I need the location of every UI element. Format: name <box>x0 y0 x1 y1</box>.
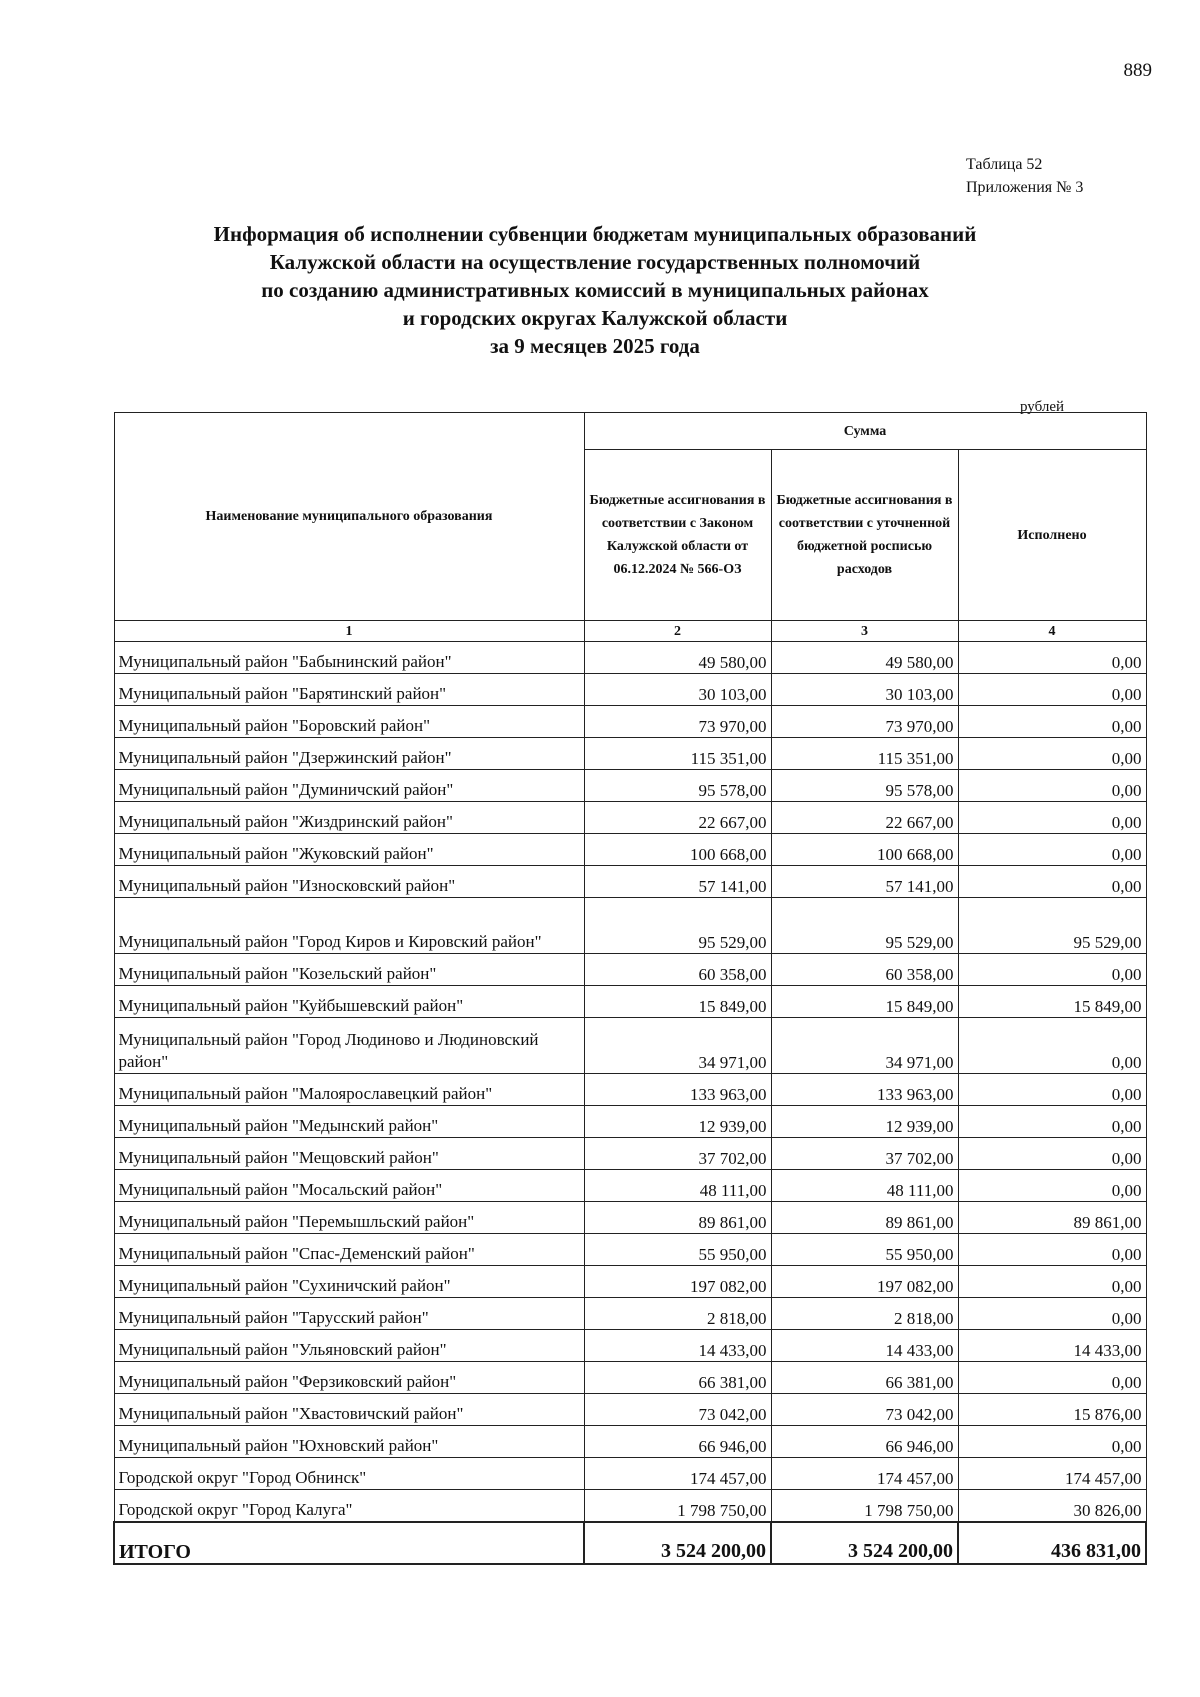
adjusted-allocation-value: 133 963,00 <box>771 1074 958 1106</box>
adjusted-allocation-value: 174 457,00 <box>771 1458 958 1490</box>
table-row <box>114 1426 1146 1458</box>
executed-value: 0,00 <box>958 770 1146 802</box>
table-row <box>114 898 1146 954</box>
header-adjusted-allocations: Бюджетные ассигнования в соответствии с уточненной бюджетной росписью расходов <box>771 450 958 621</box>
table-row <box>114 1394 1146 1426</box>
adjusted-allocation-value: 15 849,00 <box>771 986 958 1018</box>
law-allocation-value: 174 457,00 <box>584 1458 771 1490</box>
budget-table <box>113 412 1147 1565</box>
municipality-name: Муниципальный район "Ферзиковский район" <box>114 1362 584 1394</box>
adjusted-allocation-value: 73 042,00 <box>771 1394 958 1426</box>
header-executed: Исполнено <box>958 450 1146 621</box>
law-allocation-value: 66 381,00 <box>584 1362 771 1394</box>
adjusted-allocation-value: 34 971,00 <box>771 1018 958 1074</box>
column-number: 3 <box>771 621 958 642</box>
executed-value: 0,00 <box>958 1266 1146 1298</box>
title-line-1: Информация об исполнении субвенции бюджетам муниципальных образований <box>213 222 977 246</box>
total-label: ИТОГО <box>114 1522 584 1564</box>
law-allocation-value: 66 946,00 <box>584 1426 771 1458</box>
executed-value: 0,00 <box>958 1074 1146 1106</box>
adjusted-allocation-value: 197 082,00 <box>771 1266 958 1298</box>
municipality-name: Муниципальный район "Город Людиново и Людиновский район" <box>114 1018 584 1074</box>
municipality-name: Муниципальный район "Жиздринский район" <box>114 802 584 834</box>
header-sum: Сумма <box>584 413 1146 450</box>
adjusted-allocation-value: 48 111,00 <box>771 1170 958 1202</box>
table-row <box>114 706 1146 738</box>
municipality-name: Муниципальный район "Перемышльский район" <box>114 1202 584 1234</box>
executed-value: 0,00 <box>958 1106 1146 1138</box>
law-allocation-value: 73 970,00 <box>584 706 771 738</box>
municipality-name: Муниципальный район "Бабынинский район" <box>114 642 584 674</box>
total-law-allocations: 3 524 200,00 <box>584 1522 771 1564</box>
law-allocation-value: 48 111,00 <box>584 1170 771 1202</box>
law-allocation-value: 95 529,00 <box>584 898 771 954</box>
executed-value: 15 876,00 <box>958 1394 1146 1426</box>
executed-value: 0,00 <box>958 1426 1146 1458</box>
municipality-name: Муниципальный район "Жуковский район" <box>114 834 584 866</box>
table-row <box>114 866 1146 898</box>
law-allocation-value: 2 818,00 <box>584 1298 771 1330</box>
header-name: Наименование муниципального образования <box>114 413 584 621</box>
table-row <box>114 674 1146 706</box>
adjusted-allocation-value: 73 970,00 <box>771 706 958 738</box>
executed-value: 0,00 <box>958 1362 1146 1394</box>
table-row <box>114 1138 1146 1170</box>
executed-value: 0,00 <box>958 834 1146 866</box>
adjusted-allocation-value: 60 358,00 <box>771 954 958 986</box>
table-row <box>114 1106 1146 1138</box>
law-allocation-value: 34 971,00 <box>584 1018 771 1074</box>
municipality-name: Муниципальный район "Куйбышевский район" <box>114 986 584 1018</box>
law-allocation-value: 49 580,00 <box>584 642 771 674</box>
municipality-name: Муниципальный район "Козельский район" <box>114 954 584 986</box>
executed-value: 0,00 <box>958 1138 1146 1170</box>
municipality-name: Муниципальный район "Дзержинский район" <box>114 738 584 770</box>
table-row <box>114 1074 1146 1106</box>
table-row <box>114 770 1146 802</box>
table-ref-line1: Таблица 52 <box>966 156 1043 173</box>
adjusted-allocation-value: 37 702,00 <box>771 1138 958 1170</box>
executed-value: 0,00 <box>958 866 1146 898</box>
law-allocation-value: 89 861,00 <box>584 1202 771 1234</box>
law-allocation-value: 57 141,00 <box>584 866 771 898</box>
municipality-name: Муниципальный район "Хвастовичский район" <box>114 1394 584 1426</box>
municipality-name: Муниципальный район "Боровский район" <box>114 706 584 738</box>
law-allocation-value: 73 042,00 <box>584 1394 771 1426</box>
executed-value: 14 433,00 <box>958 1330 1146 1362</box>
table-row <box>114 1202 1146 1234</box>
title-line-2: Калужской области на осуществление государственных полномочий <box>269 250 921 274</box>
adjusted-allocation-value: 12 939,00 <box>771 1106 958 1138</box>
municipality-name: Муниципальный район "Тарусский район" <box>114 1298 584 1330</box>
units-label: рублей <box>1020 399 1065 415</box>
municipality-name: Муниципальный район "Спас-Деменский район" <box>114 1234 584 1266</box>
total-row <box>114 1522 1146 1564</box>
law-allocation-value: 133 963,00 <box>584 1074 771 1106</box>
executed-value: 0,00 <box>958 642 1146 674</box>
page-number: 889 <box>1123 60 1152 81</box>
law-allocation-value: 30 103,00 <box>584 674 771 706</box>
adjusted-allocation-value: 95 578,00 <box>771 770 958 802</box>
adjusted-allocation-value: 66 946,00 <box>771 1426 958 1458</box>
table-row <box>114 1330 1146 1362</box>
executed-value: 30 826,00 <box>958 1490 1146 1523</box>
municipality-name: Городской округ "Город Калуга" <box>114 1490 584 1523</box>
municipality-name: Муниципальный район "Юхновский район" <box>114 1426 584 1458</box>
executed-value: 0,00 <box>958 954 1146 986</box>
column-number: 1 <box>114 621 584 642</box>
table-row <box>114 1234 1146 1266</box>
table-reference <box>966 153 1083 199</box>
table-row <box>114 986 1146 1018</box>
total-adjusted-allocations: 3 524 200,00 <box>771 1522 958 1564</box>
executed-value: 0,00 <box>958 1234 1146 1266</box>
table-row <box>114 1018 1146 1074</box>
adjusted-allocation-value: 2 818,00 <box>771 1298 958 1330</box>
table-row <box>114 1458 1146 1490</box>
table-row <box>114 738 1146 770</box>
executed-value: 0,00 <box>958 802 1146 834</box>
municipality-name: Муниципальный район "Медынский район" <box>114 1106 584 1138</box>
table-ref-line2: Приложения № 3 <box>966 179 1084 196</box>
municipality-name: Муниципальный район "Думиничский район" <box>114 770 584 802</box>
column-number: 4 <box>958 621 1146 642</box>
law-allocation-value: 12 939,00 <box>584 1106 771 1138</box>
law-allocation-value: 95 578,00 <box>584 770 771 802</box>
executed-value: 89 861,00 <box>958 1202 1146 1234</box>
municipality-name: Городской округ "Город Обнинск" <box>114 1458 584 1490</box>
law-allocation-value: 197 082,00 <box>584 1266 771 1298</box>
adjusted-allocation-value: 95 529,00 <box>771 898 958 954</box>
adjusted-allocation-value: 1 798 750,00 <box>771 1490 958 1523</box>
table-row <box>114 1298 1146 1330</box>
law-allocation-value: 14 433,00 <box>584 1330 771 1362</box>
executed-value: 0,00 <box>958 1170 1146 1202</box>
municipality-name: Муниципальный район "Износковский район" <box>114 866 584 898</box>
document-title <box>150 220 1040 360</box>
executed-value: 95 529,00 <box>958 898 1146 954</box>
adjusted-allocation-value: 57 141,00 <box>771 866 958 898</box>
column-number: 2 <box>584 621 771 642</box>
municipality-name: Муниципальный район "Город Киров и Кировский район" <box>114 898 584 954</box>
executed-value: 0,00 <box>958 674 1146 706</box>
adjusted-allocation-value: 14 433,00 <box>771 1330 958 1362</box>
total-executed: 436 831,00 <box>958 1522 1146 1564</box>
title-line-3: по созданию административных комиссий в муниципальных районах <box>261 278 929 302</box>
adjusted-allocation-value: 89 861,00 <box>771 1202 958 1234</box>
adjusted-allocation-value: 22 667,00 <box>771 802 958 834</box>
table-row <box>114 1266 1146 1298</box>
law-allocation-value: 22 667,00 <box>584 802 771 834</box>
table-row <box>114 1362 1146 1394</box>
municipality-name: Муниципальный район "Мещовский район" <box>114 1138 584 1170</box>
adjusted-allocation-value: 115 351,00 <box>771 738 958 770</box>
law-allocation-value: 115 351,00 <box>584 738 771 770</box>
municipality-name: Муниципальный район "Ульяновский район" <box>114 1330 584 1362</box>
law-allocation-value: 100 668,00 <box>584 834 771 866</box>
municipality-name: Муниципальный район "Барятинский район" <box>114 674 584 706</box>
executed-value: 15 849,00 <box>958 986 1146 1018</box>
header-law-allocations: Бюджетные ассигнования в соответствии с Законом Калужской области от 06.12.2024 № 566-ОЗ <box>584 450 771 621</box>
table-row <box>114 1490 1146 1523</box>
title-line-4: и городских округах Калужской области <box>402 306 788 330</box>
table-row <box>114 642 1146 674</box>
law-allocation-value: 55 950,00 <box>584 1234 771 1266</box>
title-line-5: за 9 месяцев 2025 года <box>490 334 700 358</box>
executed-value: 0,00 <box>958 1018 1146 1074</box>
table-row <box>114 1170 1146 1202</box>
municipality-name: Муниципальный район "Сухиничский район" <box>114 1266 584 1298</box>
table-row <box>114 834 1146 866</box>
law-allocation-value: 37 702,00 <box>584 1138 771 1170</box>
adjusted-allocation-value: 66 381,00 <box>771 1362 958 1394</box>
adjusted-allocation-value: 30 103,00 <box>771 674 958 706</box>
law-allocation-value: 1 798 750,00 <box>584 1490 771 1523</box>
law-allocation-value: 15 849,00 <box>584 986 771 1018</box>
municipality-name: Муниципальный район "Малоярославецкий район" <box>114 1074 584 1106</box>
table-body <box>114 642 1146 1523</box>
executed-value: 0,00 <box>958 738 1146 770</box>
executed-value: 174 457,00 <box>958 1458 1146 1490</box>
adjusted-allocation-value: 49 580,00 <box>771 642 958 674</box>
law-allocation-value: 60 358,00 <box>584 954 771 986</box>
table-row <box>114 802 1146 834</box>
executed-value: 0,00 <box>958 706 1146 738</box>
adjusted-allocation-value: 100 668,00 <box>771 834 958 866</box>
adjusted-allocation-value: 55 950,00 <box>771 1234 958 1266</box>
table-row <box>114 954 1146 986</box>
municipality-name: Муниципальный район "Мосальский район" <box>114 1170 584 1202</box>
executed-value: 0,00 <box>958 1298 1146 1330</box>
